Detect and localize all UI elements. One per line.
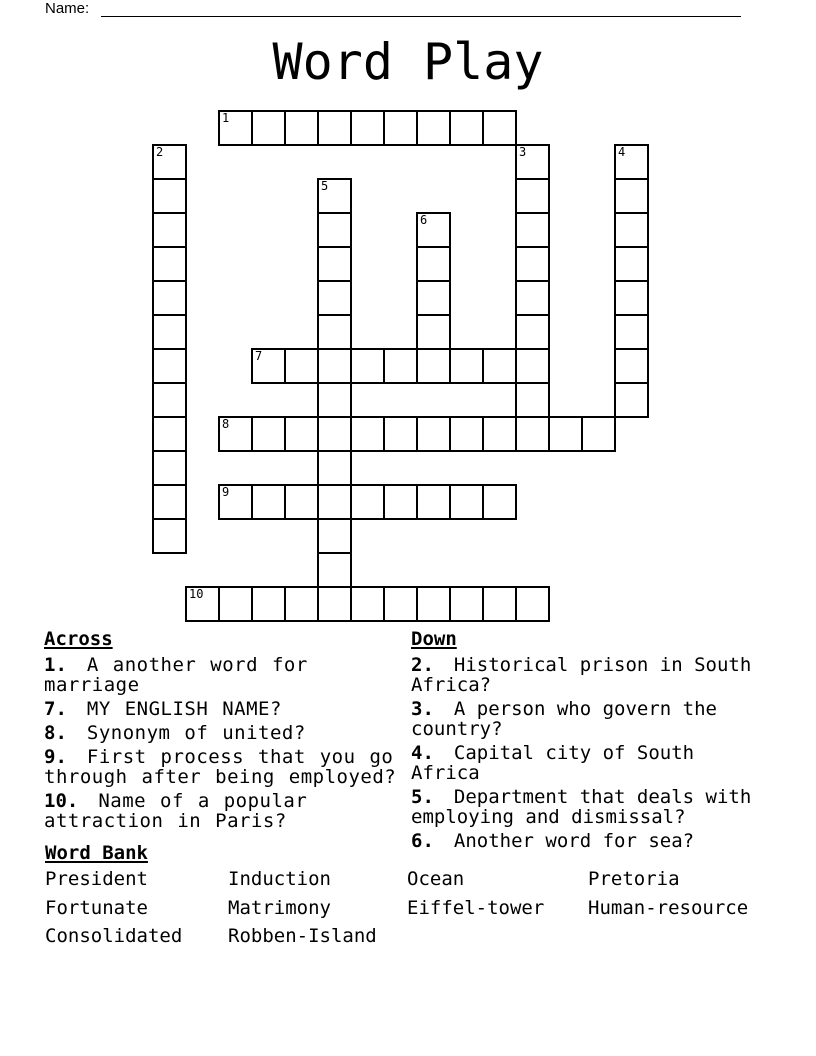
grid-cell[interactable] (284, 110, 319, 146)
across-heading: Across (44, 628, 113, 650)
down-clue-list (411, 655, 757, 851)
word-bank-item: Fortunate (45, 896, 148, 919)
grid-cell[interactable] (614, 246, 649, 282)
clue-text: Name of a popular attraction in Paris? (44, 790, 308, 832)
grid-cell[interactable] (350, 484, 385, 520)
grid-cell[interactable] (152, 314, 187, 350)
clue-number: 1. (44, 654, 67, 676)
grid-cell[interactable] (515, 586, 550, 622)
grid-cell[interactable] (317, 382, 352, 418)
cell-number: 9 (222, 485, 230, 499)
clue-3-down (411, 699, 757, 739)
grid-cell[interactable] (614, 382, 649, 418)
grid-cell[interactable] (317, 178, 352, 214)
grid-cell[interactable] (317, 586, 352, 622)
word-bank-heading: Word Bank (45, 842, 148, 864)
grid-cell[interactable] (152, 144, 187, 180)
grid-cell[interactable] (152, 382, 187, 418)
grid-cell[interactable] (317, 280, 352, 316)
grid-cell[interactable] (416, 484, 451, 520)
grid-cell[interactable] (284, 348, 319, 384)
grid-cell[interactable] (218, 416, 253, 452)
clue-number: 7. (44, 698, 67, 720)
grid-cell[interactable] (416, 110, 451, 146)
clue-text: Historical prison in South Africa? (411, 654, 752, 696)
grid-cell[interactable] (251, 586, 286, 622)
cell-number: 3 (519, 145, 527, 159)
page-title: Word Play (272, 33, 544, 91)
grid-cell[interactable] (284, 416, 319, 452)
grid-cell[interactable] (284, 484, 319, 520)
grid-cell[interactable] (416, 586, 451, 622)
clue-2-down (411, 655, 757, 695)
cell-number: 4 (618, 145, 626, 159)
grid-cell[interactable] (317, 348, 352, 384)
grid-cell[interactable] (317, 246, 352, 282)
across-clues-section (44, 629, 400, 835)
cell-number: 1 (222, 111, 230, 125)
crossword-grid (152, 110, 652, 625)
clue-number: 2. (411, 654, 434, 676)
word-bank-section (45, 843, 748, 946)
grid-cell[interactable] (350, 348, 385, 384)
clue-text: A person who govern the country? (411, 698, 717, 740)
clue-text: MY ENGLISH NAME? (86, 698, 282, 720)
grid-cell[interactable] (614, 144, 649, 180)
word-bank-item: Ocean (407, 868, 465, 890)
grid-cell[interactable] (251, 348, 286, 384)
grid-cell[interactable] (383, 484, 418, 520)
clue-4-down (411, 743, 757, 783)
grid-cell[interactable] (482, 348, 517, 384)
clue-text: Another word for sea? (453, 830, 695, 852)
word-bank-item: Pretoria (588, 868, 680, 890)
word-bank-item: Robben-Island (228, 925, 377, 947)
grid-cell[interactable] (350, 416, 385, 452)
grid-cell[interactable] (152, 246, 187, 282)
grid-cell[interactable] (482, 484, 517, 520)
cell-number: 7 (255, 349, 263, 363)
grid-cell[interactable] (416, 280, 451, 316)
clue-9-across (44, 747, 400, 787)
grid-cell[interactable] (449, 484, 484, 520)
clue-5-down (411, 787, 757, 827)
grid-cell[interactable] (416, 314, 451, 350)
grid-cell[interactable] (614, 178, 649, 214)
clue-10-across (44, 791, 400, 831)
grid-cell[interactable] (284, 586, 319, 622)
clue-text: Capital city of South Africa (411, 742, 695, 784)
name-input-line[interactable] (101, 0, 741, 17)
clue-number: 6. (411, 830, 434, 852)
grid-cell[interactable] (218, 586, 253, 622)
grid-cell[interactable] (317, 484, 352, 520)
grid-cell[interactable] (152, 212, 187, 248)
clue-number: 8. (44, 722, 67, 744)
clue-number: 9. (44, 746, 67, 768)
word-bank-item: President (45, 868, 148, 890)
grid-cell[interactable] (482, 110, 517, 146)
down-heading: Down (411, 628, 457, 650)
word-bank-list (45, 869, 748, 946)
grid-cell[interactable] (317, 314, 352, 350)
grid-cell[interactable] (350, 586, 385, 622)
grid-cell[interactable] (383, 110, 418, 146)
clue-text: A another word for marriage (44, 654, 308, 696)
grid-cell[interactable] (218, 484, 253, 520)
grid-cell[interactable] (614, 280, 649, 316)
clue-7-across (44, 699, 400, 719)
grid-cell[interactable] (449, 348, 484, 384)
grid-cell[interactable] (218, 110, 253, 146)
clue-text: Department that deals with employing and dismissal? (411, 786, 752, 828)
grid-cell[interactable] (449, 110, 484, 146)
grid-cell[interactable] (449, 416, 484, 452)
grid-cell[interactable] (152, 450, 187, 486)
grid-cell[interactable] (614, 212, 649, 248)
grid-cell[interactable] (383, 348, 418, 384)
down-clues-section (411, 629, 757, 855)
grid-cell[interactable] (152, 484, 187, 520)
grid-cell[interactable] (317, 416, 352, 452)
grid-cell[interactable] (416, 212, 451, 248)
grid-cell[interactable] (251, 110, 286, 146)
grid-cell[interactable] (317, 518, 352, 554)
word-bank-item: Eiffel-tower (407, 896, 545, 919)
grid-cell[interactable] (152, 178, 187, 214)
grid-cell[interactable] (317, 552, 352, 588)
grid-cell[interactable] (614, 348, 649, 384)
grid-cell[interactable] (251, 416, 286, 452)
grid-cell[interactable] (317, 212, 352, 248)
clue-number: 5. (411, 786, 434, 808)
grid-cell[interactable] (350, 110, 385, 146)
word-bank-item: Consolidated (45, 925, 183, 947)
grid-cell[interactable] (515, 178, 550, 214)
clue-text: Synonym of united? (86, 722, 306, 744)
grid-cell[interactable] (515, 144, 550, 180)
cell-number: 2 (156, 145, 164, 159)
grid-cell[interactable] (515, 382, 550, 418)
grid-cell[interactable] (515, 314, 550, 350)
word-bank-item: Induction (228, 868, 331, 890)
clue-number: 3. (411, 698, 434, 720)
grid-cell[interactable] (515, 416, 550, 452)
grid-cell[interactable] (152, 348, 187, 384)
clue-8-across (44, 723, 400, 743)
word-bank-item: Human-resource (588, 896, 749, 919)
clue-1-across (44, 655, 400, 695)
cell-number: 6 (420, 213, 428, 227)
grid-cell[interactable] (416, 246, 451, 282)
grid-cell[interactable] (152, 518, 187, 554)
word-bank-item: Matrimony (228, 896, 331, 919)
grid-cell[interactable] (185, 586, 220, 622)
name-label: Name: (45, 0, 90, 17)
grid-cell[interactable] (515, 280, 550, 316)
clue-number: 4. (411, 742, 434, 764)
grid-cell[interactable] (548, 416, 583, 452)
grid-cell[interactable] (482, 416, 517, 452)
grid-cell[interactable] (515, 246, 550, 282)
grid-cell[interactable] (449, 586, 484, 622)
grid-cell[interactable] (251, 484, 286, 520)
grid-cell[interactable] (614, 314, 649, 350)
clue-text: First process that you go through after being employed? (44, 746, 397, 788)
grid-cell[interactable] (515, 348, 550, 384)
cell-number: 10 (189, 587, 204, 601)
grid-cell[interactable] (482, 586, 517, 622)
grid-cell[interactable] (416, 416, 451, 452)
across-clue-list (44, 655, 400, 831)
cell-number: 8 (222, 417, 230, 431)
grid-cell[interactable] (152, 416, 187, 452)
grid-cell[interactable] (383, 416, 418, 452)
grid-cell[interactable] (152, 280, 187, 316)
grid-cell[interactable] (317, 110, 352, 146)
cell-number: 5 (321, 179, 329, 193)
grid-cell[interactable] (581, 416, 616, 452)
grid-cell[interactable] (515, 212, 550, 248)
clue-number: 10. (44, 790, 79, 812)
grid-cell[interactable] (416, 348, 451, 384)
grid-cell[interactable] (317, 450, 352, 486)
grid-cell[interactable] (383, 586, 418, 622)
